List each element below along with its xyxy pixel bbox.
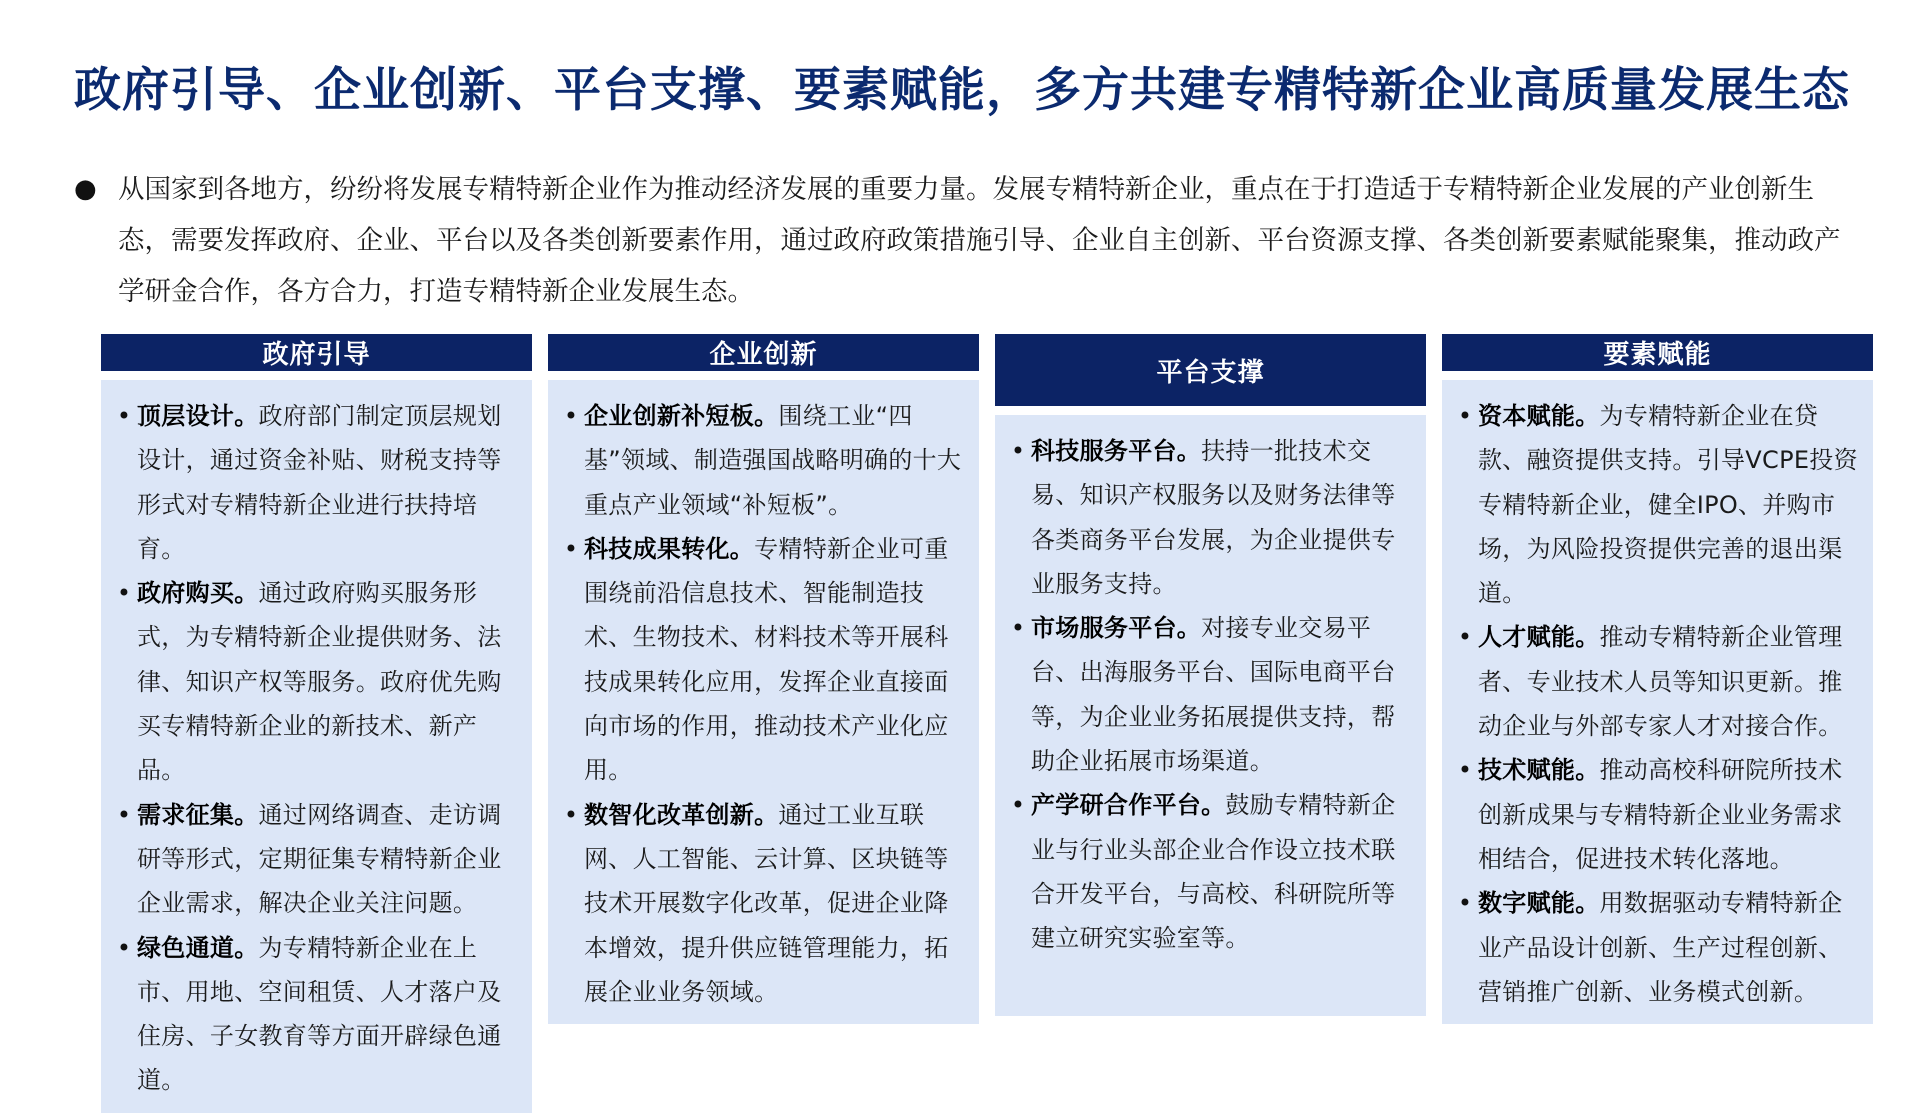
item-text: 扶持一批技术交易、知识产权服务以及财务法律等各类商务平台发展，为企业提供专业服务支持。 [1031, 437, 1396, 598]
item-heading: 产学研合作平台。 [1031, 791, 1226, 820]
item-heading: 政府购买。 [137, 579, 259, 608]
list-item [111, 926, 518, 1103]
bullet-icon: • [1457, 756, 1473, 785]
item-heading: 绿色通道。 [137, 933, 259, 962]
intro-text: 从国家到各地方，纷纷将发展专精特新企业作为推动经济发展的重要力量。发展专精特新企业，重点在于打造适于专精特新企业发展的产业创新生态，需要发挥政府、企业、平台以及各类创新要素作用，通过政府政策措施引导、企业自主创新、平台资源支撑、各类创新要素赋能聚集，推动政产学研金合作，各方合力，打造专精特新企业发展生态。 [118, 174, 1841, 307]
bullet-icon: • [116, 933, 132, 962]
bullet-icon: ● [74, 174, 97, 204]
item-heading: 数字赋能。 [1478, 889, 1600, 918]
list-item [111, 394, 518, 571]
list-item [558, 793, 965, 1014]
pillar-enterprise [548, 334, 979, 1016]
item-heading: 技术赋能。 [1478, 756, 1600, 785]
list-item [1452, 394, 1859, 615]
item-heading: 科技成果转化。 [584, 534, 755, 563]
item-text: 用数据驱动专精特新企业产品设计创新、生产过程创新、营销推广创新、业务模式创新。 [1478, 889, 1843, 1006]
page-title: 政府引导、企业创新、平台支撑、要素赋能，多方共建专精特新企业高质量发展生态 [74, 63, 1850, 118]
pillar-header: 平台支撑 [995, 334, 1426, 406]
item-heading: 企业创新补短板。 [584, 402, 779, 430]
pillars [101, 334, 1873, 1095]
item-text: 通过政府购买服务形式，为专精特新企业提供财务、法律、知识产权等服务。政府优先购买专精特新企业的新技术、新产品。 [137, 579, 502, 785]
item-heading: 数智化改革创新。 [584, 800, 779, 829]
item-text: 鼓励专精特新企业与行业头部企业合作设立技术联合开发平台，与高校、科研院所等建立研究实验室等。 [1031, 791, 1396, 953]
list-item [1452, 615, 1859, 748]
list-item [1452, 881, 1859, 1014]
list-item [1452, 748, 1859, 881]
bullet-icon: • [563, 800, 579, 829]
pillar-platform [995, 334, 1426, 1016]
intro-paragraph [74, 164, 1854, 317]
list-item [558, 527, 965, 793]
bullet-icon: • [563, 402, 579, 430]
list-item [1005, 783, 1412, 960]
list-item [111, 571, 518, 792]
item-text: 为专精特新企业在上市、用地、空间租赁、人才落户及住房、子女教育等方面开辟绿色通道。 [137, 933, 502, 1095]
pillar-header: 企业创新 [548, 334, 979, 371]
pillar-body [995, 415, 1426, 1016]
bullet-icon: • [116, 800, 132, 829]
item-text: 政府部门制定顶层规划设计，通过资金补贴、财税支持等形式对专精特新企业进行扶持培育。 [137, 402, 502, 563]
item-text: 为专精特新企业在贷款、融资提供支持。引导VCPE投资专精特新企业，健全IPO、并购市场，为风险投资提供完善的退出渠道。 [1478, 402, 1858, 608]
bullet-icon: • [563, 534, 579, 563]
item-text: 通过工业互联网、人工智能、云计算、区块链等技术开展数字化改革，促进企业降本增效，提升供应链管理能力，拓展企业业务领域。 [584, 800, 949, 1006]
bullet-icon: • [1457, 889, 1473, 918]
pillar-government [101, 334, 532, 1095]
item-heading: 顶层设计。 [137, 402, 259, 430]
pillar-body [1442, 380, 1873, 1024]
list-item [558, 394, 965, 527]
list-item [1005, 606, 1412, 783]
item-heading: 人才赋能。 [1478, 623, 1600, 652]
pillar-factors [1442, 334, 1873, 1016]
bullet-icon: • [1010, 437, 1026, 465]
item-heading: 市场服务平台。 [1031, 614, 1202, 643]
bullet-icon: • [1457, 623, 1473, 652]
item-text: 推动专精特新企业管理者、专业技术人员等知识更新。推动企业与外部专家人才对接合作。 [1478, 623, 1843, 741]
item-text: 专精特新企业可重围绕前沿信息技术、智能制造技术、生物技术、材料技术等开展科技成果转化应用，发挥企业直接面向市场的作用，推动技术产业化应用。 [584, 534, 949, 785]
bullet-icon: • [1010, 791, 1026, 820]
pillar-body [548, 380, 979, 1024]
bullet-icon: • [116, 402, 132, 430]
item-heading: 科技服务平台。 [1031, 437, 1202, 465]
item-text: 围绕工业“四基”领域、制造强国战略明确的十大重点产业领域“补短板”。 [584, 402, 962, 519]
item-heading: 资本赋能。 [1478, 402, 1600, 430]
item-heading: 需求征集。 [137, 800, 259, 829]
list-item [111, 793, 518, 926]
item-text: 通过网络调查、走访调研等形式，定期征集专精特新企业企业需求，解决企业关注问题。 [137, 800, 502, 918]
pillar-body [101, 380, 532, 1113]
pillar-header: 要素赋能 [1442, 334, 1873, 371]
bullet-icon: • [1457, 402, 1473, 430]
item-text: 推动高校科研院所技术创新成果与专精特新企业业务需求相结合，促进技术转化落地。 [1478, 756, 1843, 873]
bullet-icon: • [116, 579, 132, 608]
bullet-icon: • [1010, 614, 1026, 643]
list-item [1005, 429, 1412, 606]
pillar-header: 政府引导 [101, 334, 532, 371]
item-text: 对接专业交易平台、出海服务平台、国际电商平台等，为企业业务拓展提供支持，帮助企业拓展市场渠道。 [1031, 614, 1396, 776]
